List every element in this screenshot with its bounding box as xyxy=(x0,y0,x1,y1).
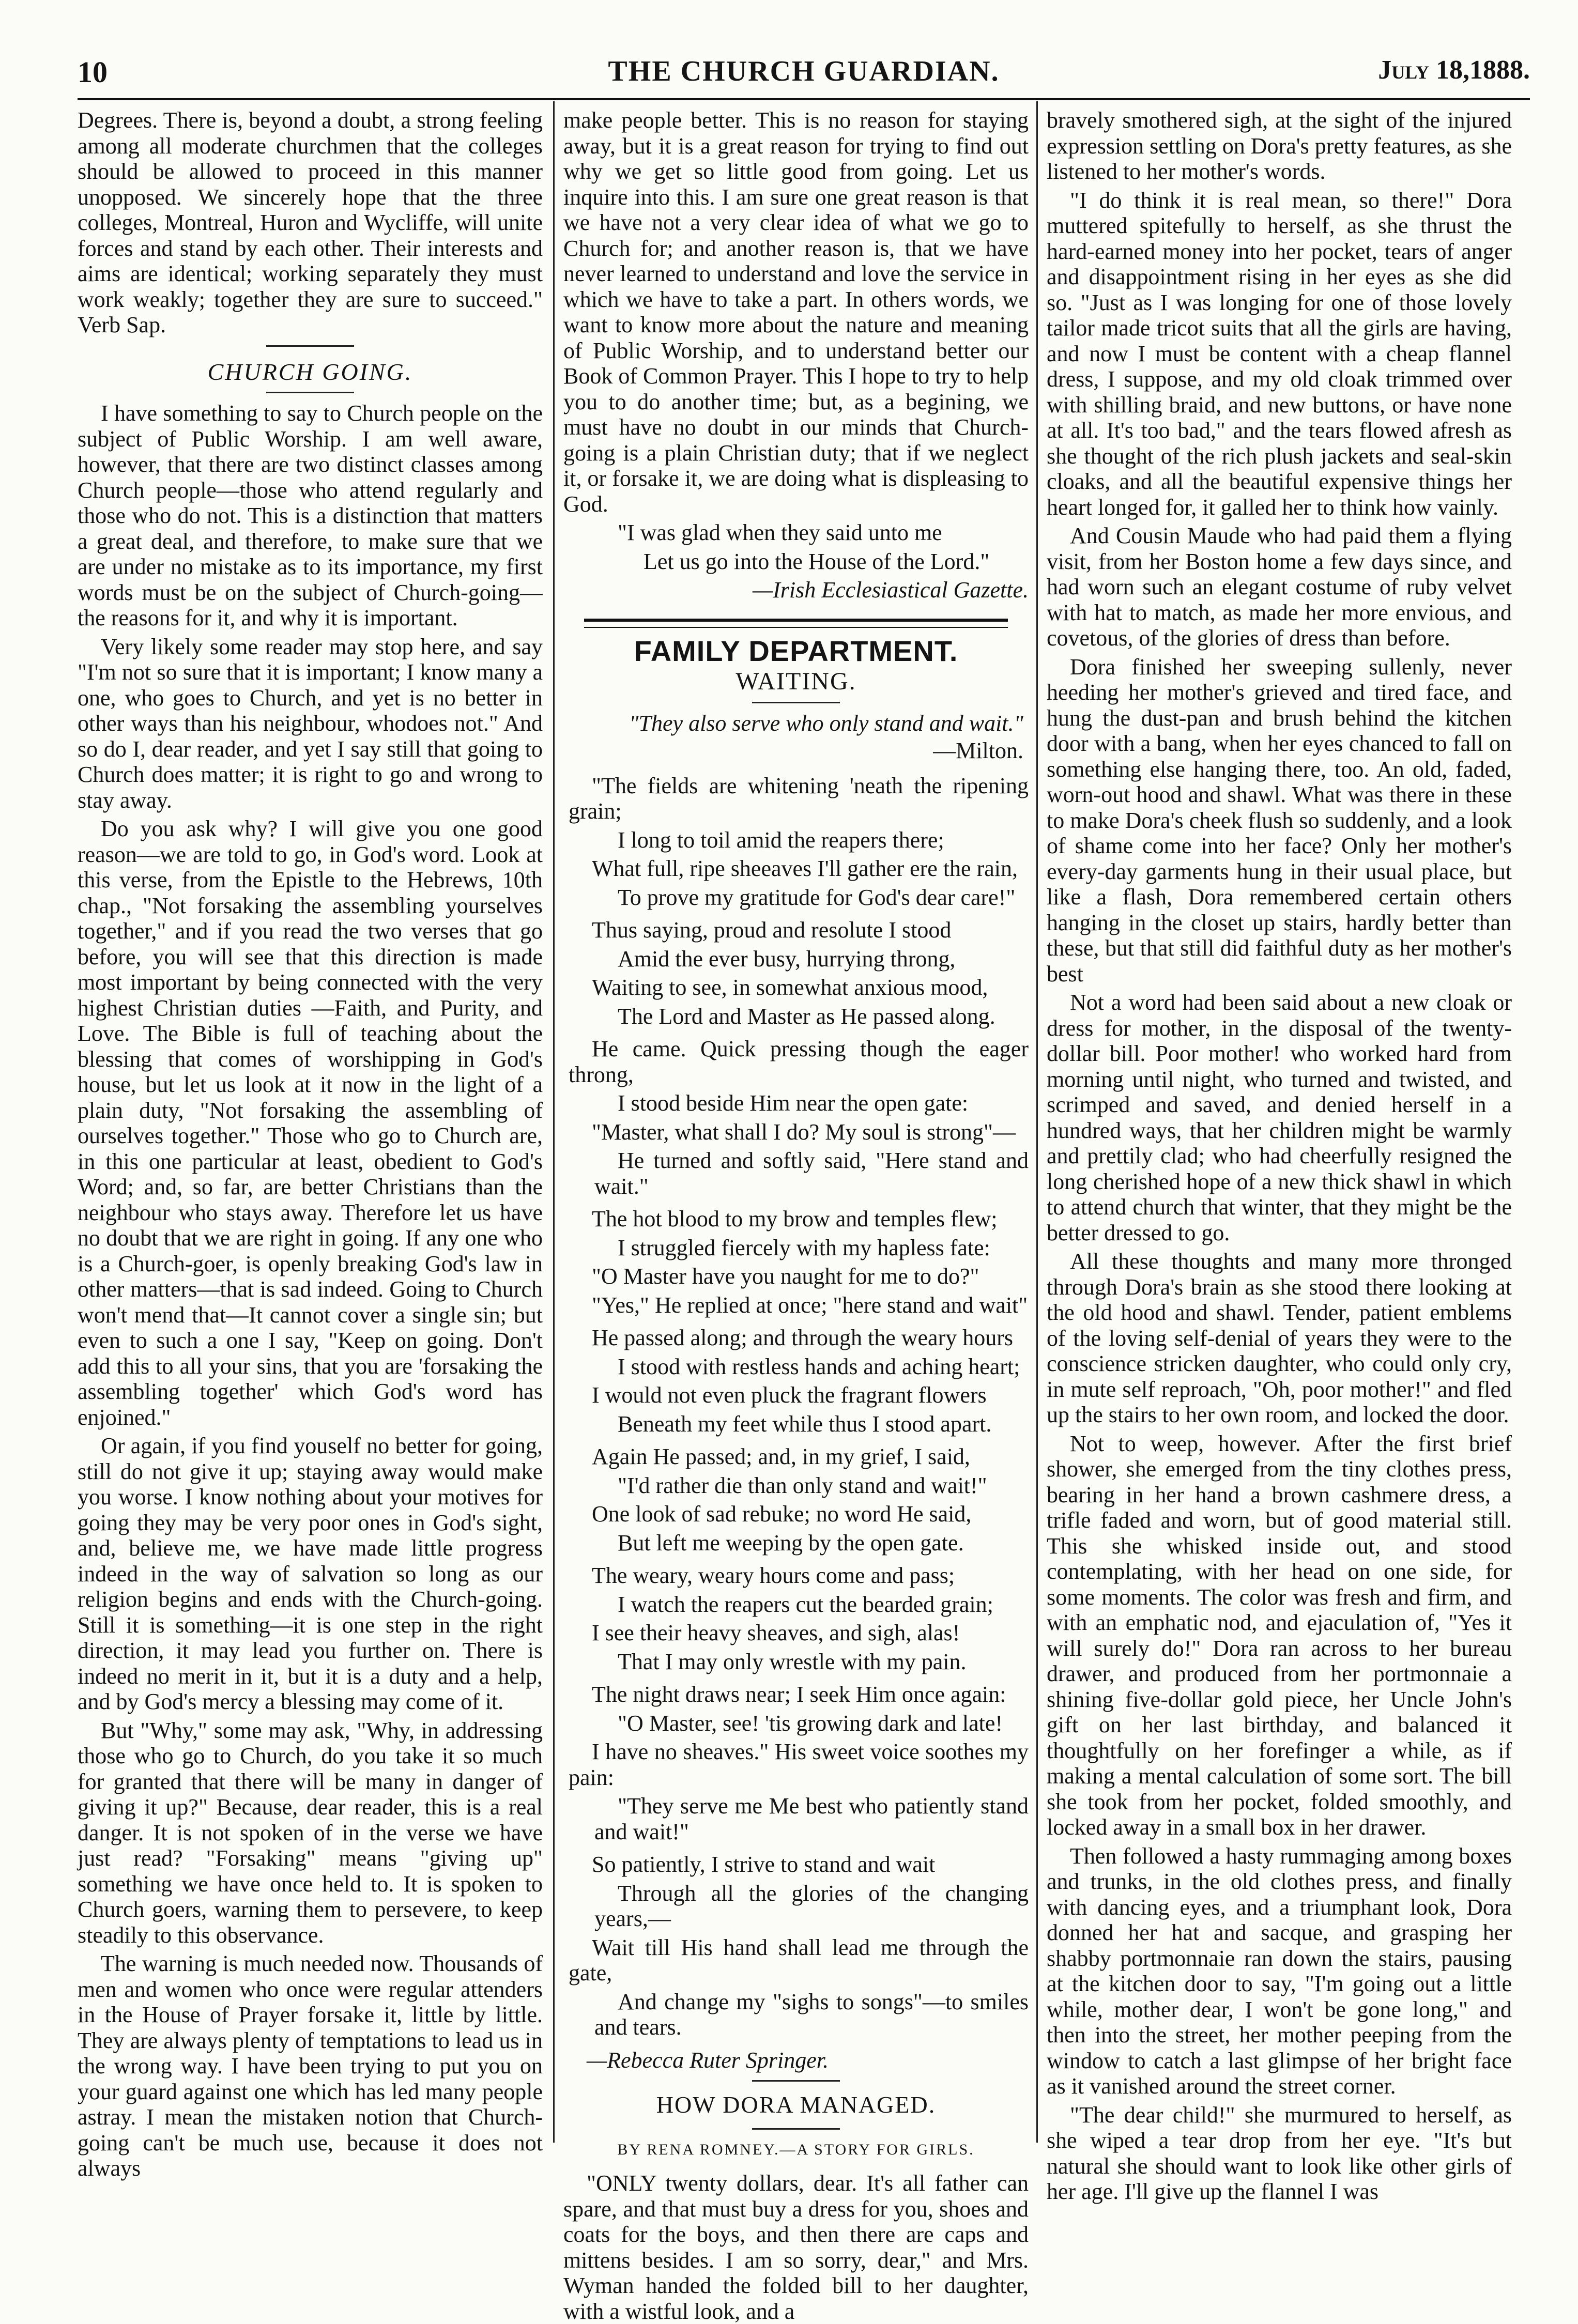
poem-stanza xyxy=(563,773,1029,911)
column-left xyxy=(78,107,543,2181)
poem-line: Through all the glories of the changing years,— xyxy=(594,1880,1029,1931)
poem-line: The hot blood to my brow and temples flew; xyxy=(592,1206,998,1232)
poem-line: Waiting to see, in somewhat anxious mood, xyxy=(592,975,988,1000)
section-rule xyxy=(584,627,1008,628)
paragraph: Not a word had been said about a new cloak or dress for mother, in the disposal of the twenty-dollar bill. Poor mother! who worked hard from morning until night, who turned and twisted, and scrimped and saved, and denied herself in a hundred ways, that her children might be warmly and prettily clad; who had cheerfully resigned the long cherished hope of a new thick shawl in which to attend church that winter, that they might be the better dressed to go. xyxy=(1047,990,1512,1245)
department-heading: FAMILY DEPARTMENT. xyxy=(634,634,958,667)
poem-line: He turned and softly said, "Here stand and wait." xyxy=(594,1148,1029,1199)
quote-line: "I was glad when they said unto me xyxy=(618,520,942,545)
poem-line: So patiently, I strive to stand and wait xyxy=(592,1852,936,1877)
poem-line: "The fields are whitening 'neath the ripening grain; xyxy=(569,773,1029,824)
article-attribution: —Irish Ecclesiastical Gazette. xyxy=(752,577,1029,603)
poem-stanza xyxy=(563,1852,1029,2040)
poem-stanza xyxy=(563,1563,1029,1674)
paragraph: I have something to say to Church people on the subject of Public Worship. I am well aware, however, that there are two distinct classes among Church people—those who attend regularly and those who do not. This is a distinction that matters a great deal, and therefore, to make sure that we are under no mistake as to its importance, my first words must be on the subject of Church-going—the reasons for it, and why it is important. xyxy=(78,401,543,630)
paragraph: Do you ask why? I will give you one good reason—we are told to go, in God's word. Look at this verse, from the Epistle to the Hebrews, 10th chap., "Not forsaking the assembling yourselves together," and if you read the two verses that go before, you will see that this direction is made most important by being connected with the very highest Christian duties —Faith, and Purity, and Love. The Bible is full of teaching about the blessing that comes of worshipping in God's house, but let us look at it now in the light of a plain duty, "Not forsaking the assembling of ourselves together." Those who go to Church are, in this one particular at least, obedient to God's Word; and, so far, are better Christians than the neighbour who stays away. Therefore let us have no doubt that we are right in going. If any one who is a Church-goer, is openly breaking God's law in other matters—that is sad indeed. Going to Church won't mend that—It cannot cover a single sin; but even to such a one I say, "Keep on going. Don't add this to all your sins, that you are 'forsaking the assembling together' which God's word has enjoined." xyxy=(78,816,543,1430)
poem-line: "Yes," He replied at once; "here stand and wait" xyxy=(592,1292,1028,1318)
poem-line: To prove my gratitude for God's dear care!" xyxy=(618,884,1016,910)
separator-rule xyxy=(266,392,354,393)
paragraph: "I do think it is real mean, so there!" Dora muttered spitefully to herself, as she thrust the hard-earned money into her pocket, tears of anger and disappointment rising in her eyes as she did so. "Just as I was longing for one of those lovely tailor made tricot suits that all the girls are having, and now I must be content with a cheap flannel dress, I suppose, and my old cloak trimmed over with shilling braid, and new buttons, or have none at all. It's too bad," and the tears flowed afresh as she thought of the rich plush jackets and seal-skin cloaks, and all the beautiful expensive things her heart longed for, it galled her to think how vainly. xyxy=(1047,187,1512,520)
poem-stanza xyxy=(563,1206,1029,1318)
paragraph: Very likely some reader may stop here, and say "I'm not so sure that it is important; I know many a one, who goes to Church, and yet is no better in other ways than his neighbour, whodoes not." And so do I, dear reader, and yet I say still that going to Church does matter; it is right to go and wrong to stay away. xyxy=(78,634,543,813)
poem-stanza xyxy=(563,1682,1029,1844)
poem-line: I would not even pluck the fragrant flowers xyxy=(592,1382,987,1408)
paragraph: "ONLY twenty dollars, dear. It's all father can spare, and that must buy a dress for you, shoes and coats for the boys, and then there are caps and mittens besides. I am so sorry, dear," and Mrs. Wyman handed the folded bill to her daughter, with a wistful look, and a xyxy=(563,2171,1029,2324)
column-divider xyxy=(1036,101,1038,2143)
poem-author: —Rebecca Ruter Springer. xyxy=(587,2047,829,2073)
column-divider xyxy=(553,101,555,2143)
poem-line: I have no sheaves." His sweet voice soothes my pain: xyxy=(569,1739,1029,1790)
poem-line: The night draws near; I seek Him once again: xyxy=(592,1682,1006,1707)
poem-line: "They serve me Me best who patiently stand and wait!" xyxy=(594,1793,1029,1844)
story-byline: BY RENA ROMNEY.—A STORY FOR GIRLS. xyxy=(617,2141,975,2158)
masthead-rule xyxy=(78,98,1530,100)
paragraph: "The dear child!" she murmured to herself, as she wiped a tear drop from her eye. "It's but natural she should want to look like other girls of her age. I'll give up the flannel I was xyxy=(1047,2102,1512,2204)
poem-stanza xyxy=(563,1444,1029,1556)
epigraph-source: —Milton. xyxy=(933,738,1023,763)
poem-stanza xyxy=(563,1325,1029,1437)
poem-line: I see their heavy sheaves, and sigh, alas! xyxy=(592,1620,960,1645)
column-right xyxy=(1047,107,1512,2204)
poem-line: "Master, what shall I do? My soul is strong"— xyxy=(592,1119,1016,1145)
poem-line: Thus saying, proud and resolute I stood xyxy=(592,917,952,943)
poem-stanza xyxy=(563,917,1029,1029)
issue-date: July 18,1888. xyxy=(1378,55,1530,85)
poem-line: I watch the reapers cut the bearded grain; xyxy=(618,1591,993,1617)
poem-stanza xyxy=(563,1036,1029,1199)
separator-rule xyxy=(266,345,354,347)
newspaper-title: THE CHURCH GUARDIAN. xyxy=(608,55,1000,87)
column-middle xyxy=(563,107,1029,2324)
masthead xyxy=(78,52,1530,92)
paragraph: Dora finished her sweeping sullenly, never heeding her mother's grieved and tired face, and hung the dust-pan and brush behind the kitchen door with a bang, when her eyes chanced to fall on something else hanging there, too. An old, faded, worn-out hood and shawl. What was there in these to make Dora's cheek flush so suddenly, and a look of shame come into her face? Only her mother's every-day garments hung in their usual place, but like a flash, Dora remembered certain others hanging in the closet up stairs, hardly better than these, but that still did faithful duty as her mother's best xyxy=(1047,654,1512,987)
poem-line: What full, ripe sheeaves I'll gather ere the rain, xyxy=(592,856,1018,881)
paragraph: Then followed a hasty rummaging among boxes and trunks, in the old clothes press, and finally with dancing eyes, and a triumphant look, Dora donned her hat and sacque, and grasping her shabby portmonnaie ran down the stairs, pausing at the kitchen door to say, "I'm going out a little while, mother dear, I won't be gone long," and then into the street, her mother peeping from the window to catch a last glimpse of her bright face as it vanished around the street corner. xyxy=(1047,1843,1512,2099)
poem-line: I stood with restless hands and aching heart; xyxy=(618,1353,1020,1379)
poem-epigraph: "They also serve who only stand and wait." xyxy=(629,710,1023,736)
poem-line: Beneath my feet while thus I stood apart. xyxy=(618,1411,992,1437)
paragraph: And Cousin Maude who had paid them a flying visit, from her Boston home a few days since, and had worn such an elegant costume of ruby velvet with hat to match, as made her more envious, and covetous, of the glories of dress than before. xyxy=(1047,523,1512,651)
paragraph: Not to weep, however. After the first brief shower, she emerged from the tiny clothes press, bearing in her hand a brown cashmere dress, a trifle faded and worn, but of good material still. This she whisked inside out, and stood contemplating, with her head on one side, for some moments. The color was fresh and firm, and with an emphatic nod, and ejaculation of, "Yes it will surely do!" Dora ran across to her bureau drawer, and produced from her portmonnaie a shining five-dollar gold piece, her Uncle John's gift on her last birthday, and balanced it thoughtfully on her forefinger a while, as if making a mental calculation of some sort. The bill she took from her pocket, folded smoothly, and locked away in a small box in her drawer. xyxy=(1047,1430,1512,1840)
paragraph: The warning is much needed now. Thousands of men and women who once were regular attenders in the House of Prayer forsake it, little by little. They are always plenty of temptations to lead us in the wrong way. I have been trying to put you on your guard against one which has led many people astray. I mean the mistaken notion that Church-going can't be much use, because it does not always xyxy=(78,1951,543,2181)
poem-line: I stood beside Him near the open gate: xyxy=(618,1090,969,1116)
page-number: 10 xyxy=(78,55,108,89)
separator-rule xyxy=(752,702,840,703)
poem-line: But left me weeping by the open gate. xyxy=(618,1530,964,1556)
poem-line: The weary, weary hours come and pass; xyxy=(592,1563,955,1588)
poem-title: WAITING. xyxy=(736,668,856,695)
poem-line: Again He passed; and, in my grief, I said, xyxy=(592,1444,970,1469)
section-rule xyxy=(584,619,1008,622)
poem-line: That I may only wrestle with my pain. xyxy=(618,1649,967,1674)
separator-rule xyxy=(752,2128,840,2130)
poem-line: "O Master have you naught for me to do?" xyxy=(592,1264,979,1289)
paragraph: make people better. This is no reason for staying away, but it is a great reason for trying to find out why we get so little good from going. Let us inquire into this. I am sure one great reason is that we have not a very clear idea of what we go to Church for; and another reason is, that we have never learned to understand and love the service in which we have to take a part. In others words, we want to know more about the nature and meaning of Public Worship, and to understand better our Book of Common Prayer. This I hope to try to help you to do another time; but, as a begining, we must have no doubt in our minds that Church-going is a plain Christian duty; that if we neglect it, or forsake it, we are doing what is displeasing to God. xyxy=(563,107,1029,517)
paragraph: All these thoughts and many more thronged through Dora's brain as she stood there looking at the old hood and shawl. Tender, patient emblems of the loving self-denial of years they were to the conscience stricken daughter, who could only cry, in mute self reproach, "Oh, poor mother!" and fled up the stairs to her own room, and locked the door. xyxy=(1047,1249,1512,1427)
paragraph: bravely smothered sigh, at the sight of the injured expression settling on Dora's pretty features, as she listened to her mother's words. xyxy=(1047,107,1512,184)
poem-line: The Lord and Master as He passed along. xyxy=(618,1003,995,1029)
poem-line: I struggled fiercely with my hapless fate: xyxy=(618,1235,990,1260)
poem-body xyxy=(563,773,1029,2040)
separator-rule xyxy=(752,2080,840,2082)
poem-line: He passed along; and through the weary hours xyxy=(592,1325,1014,1350)
story-title: HOW DORA MANAGED. xyxy=(656,2091,936,2118)
poem-line: Amid the ever busy, hurrying throng, xyxy=(618,946,956,972)
paragraph: But "Why," some may ask, "Why, in addressing those who go to Church, do you take it so much for granted that there will be many in danger of giving it up?" Because, dear reader, this is a real danger. It is not spoken of in the verse we have just read? "Forsaking" means "giving up" something we have once held to. It is spoken to Church goers, warning them to persevere, to keep steadily to this observance. xyxy=(78,1717,543,1948)
poem-line: I long to toil amid the reapers there; xyxy=(618,827,944,853)
paragraph: Degrees. There is, beyond a doubt, a strong feeling among all moderate churchmen that the colleges should be allowed to proceed in this manner unopposed. We sincerely hope that the three colleges, Montreal, Huron and Wycliffe, will unite forces and stand by each other. Their interests and aims are identical; working separately they must work weakly; together they are sure to succeed." Verb Sap. xyxy=(78,107,543,337)
poem-line: Wait till His hand shall lead me through the gate, xyxy=(569,1934,1029,1986)
poem-line: And change my "sighs to songs"—to smiles and tears. xyxy=(594,1989,1029,2040)
quote-line: Let us go into the House of the Lord." xyxy=(644,548,990,574)
paragraph: Or again, if you find youself no better for going, still do not give it up; staying away would make you worse. I know nothing about your motives for going they may be very poor ones in God's sight, and, believe me, we have made little progress indeed in the way of salvation so long as our religion begins and ends with the Church-going. Still it is something—it is one step in the right direction, it may lead you further on. There is indeed no merit in it, but it is a duty and a help, and by God's mercy a blessing may come of it. xyxy=(78,1433,543,1714)
poem-line: "I'd rather die than only stand and wait!" xyxy=(618,1472,987,1498)
poem-line: One look of sad rebuke; no word He said, xyxy=(592,1501,972,1527)
poem-line: "O Master, see! 'tis growing dark and late! xyxy=(618,1710,1003,1736)
article-heading: CHURCH GOING. xyxy=(207,358,413,385)
poem-line: He came. Quick pressing though the eager throng, xyxy=(569,1036,1029,1087)
